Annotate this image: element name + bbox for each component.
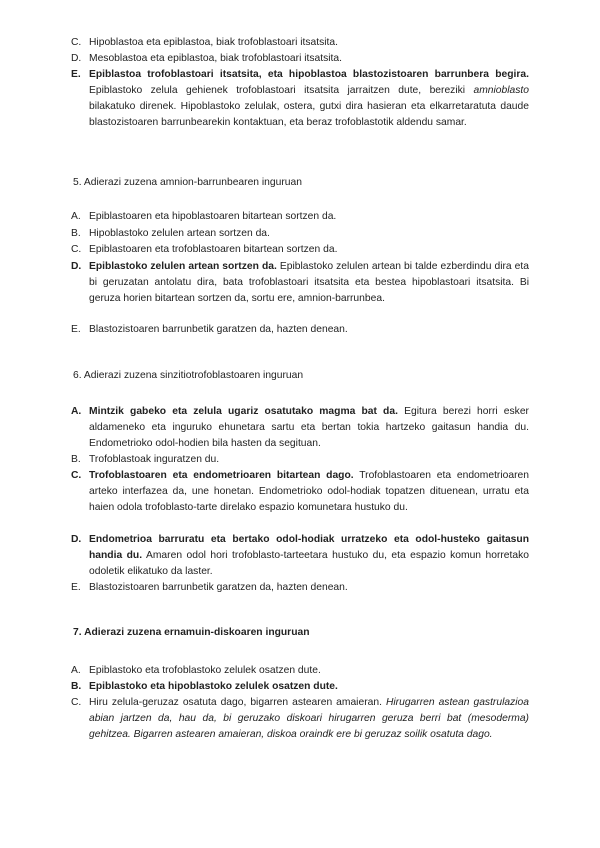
option-letter: C. bbox=[71, 244, 82, 255]
option-text: Blastozistoaren barrunbetik garatzen da, hazten denean. bbox=[89, 324, 348, 335]
question-6-title: 6. Adierazi zuzena sinzitiotrofoblastoaren inguruan bbox=[73, 370, 304, 381]
option-6d-correct bbox=[71, 532, 529, 580]
explanation-text: Trofoblastoaren eta endometrioaren arteko interfazea da, une honetan. Endometrioko odol-hodiak topatzen dituenean, urratu eta haien odola trofoblasto-tarte direlako espazio komunetara hustuko du. bbox=[89, 470, 529, 513]
option-5b bbox=[71, 226, 529, 242]
explanation-text: Epiblastoko zelulen artean bi talde ezberdindu dira eta bi geruzatan antolatu dira, bata trofoblastoari itsatsita eta bestea hipoblastoari itsatsita. Bi geruza horien bitartean sortzen da, sortu ere, amnion-barrunbea. bbox=[89, 261, 529, 304]
option-text: Epiblastoaren eta hipoblastoaren bitartean sortzen da. bbox=[89, 211, 337, 222]
option-letter: C. bbox=[71, 697, 82, 708]
option-letter: E. bbox=[71, 324, 81, 335]
option-6a-correct bbox=[71, 404, 529, 452]
option-6b bbox=[71, 452, 529, 468]
option-text: Hipoblastoko zelulen artean sortzen da. bbox=[89, 228, 270, 239]
option-6e bbox=[71, 580, 529, 596]
option-letter: B. bbox=[71, 228, 81, 239]
option-letter: A. bbox=[71, 665, 81, 676]
option-7b-correct bbox=[71, 679, 529, 695]
option-text: Epiblastoaren eta trofoblastoaren bitartean sortzen da. bbox=[89, 244, 338, 255]
correct-answer-text: Trofoblastoaren eta endometrioaren bitartean dago. bbox=[89, 470, 354, 481]
explanation-italic: amnioblasto bbox=[473, 85, 529, 96]
option-5c bbox=[71, 242, 529, 258]
option-letter: A. bbox=[71, 211, 81, 222]
option-letter: D. bbox=[71, 534, 82, 545]
correct-answer-text: Mintzik gabeko eta zelula ugariz osatutako magma bat da. bbox=[89, 406, 398, 417]
question-7-title: 7. Adierazi zuzena ernamuin-diskoaren inguruan bbox=[73, 627, 310, 638]
explanation-text: Epiblastoko zelula gehienek trofoblastoari itsatsita jarraitzen dute, bereziki bbox=[89, 85, 474, 96]
question-5-title: 5. Adierazi zuzena amnion-barrunbearen inguruan bbox=[73, 177, 302, 188]
option-letter: E. bbox=[71, 69, 81, 80]
option-text: Hiru zelula-geruzaz osatuta dago, bigarren astearen amaieran. bbox=[89, 697, 386, 708]
option-text: Hipoblastoa eta epiblastoa, biak trofoblastoari itsatsita. bbox=[89, 37, 338, 48]
explanation-text: Egitura berezi horri esker aldameneko eta inguruko ehunetara sartu eta bertan tokia hartzeko gaitasun handia du. Endometrioko odol-hodien bila hasten da segituan. bbox=[89, 406, 529, 449]
correct-answer-text: Epiblastoko zelulen artean sortzen da. bbox=[89, 261, 277, 272]
option-5d-correct bbox=[71, 259, 529, 307]
option-4c bbox=[71, 35, 529, 51]
option-4e-correct bbox=[71, 67, 529, 131]
option-letter: E. bbox=[71, 582, 81, 593]
option-7c bbox=[71, 695, 529, 743]
option-7a bbox=[71, 663, 529, 679]
option-text: Mesoblastoa eta epiblastoa, biak trofoblastoari itsatsita. bbox=[89, 53, 342, 64]
correct-answer-text: Epiblastoa trofoblastoari itsatsita, eta hipoblastoa blastozistoaren barrunbera begira. bbox=[89, 69, 529, 80]
option-letter: D. bbox=[71, 261, 82, 272]
correct-answer-text: Epiblastoko eta hipoblastoko zelulek osatzen dute. bbox=[89, 681, 338, 692]
option-4d bbox=[71, 51, 529, 67]
correct-answer-text: Endometrioa barruratu eta bertako odol-hodiak urratzeko eta odol-husteko gaitasun handia du. bbox=[89, 534, 529, 561]
option-letter: C. bbox=[71, 470, 82, 481]
explanation-text: bilakatuko direnek. Hipoblastoko zelulak, ostera, gutxi dira hasieran eta elkarretaratuta daude blastozistoaren barrunbearekin kontaktuan, eta beraz trofoblastotik aldendu samar. bbox=[89, 101, 529, 128]
explanation-text: Amaren odol hori trofoblasto-tarteetara hustuko du, eta espazio komun horretako odoletik elikatuko da laster. bbox=[89, 550, 529, 577]
option-letter: B. bbox=[71, 454, 81, 465]
option-letter: A. bbox=[71, 406, 82, 417]
explanation-italic: Hirugarren astean gastrulazioa abian jartzen da, hau da, bi geruzako diskoari hirugarren geruza berri bat (mesoderma) gehitzea. Bigarren astearen amaieran, diskoa oraindk ere bi geruzaz soilik osatuta dago. bbox=[89, 697, 529, 740]
option-6c-correct bbox=[71, 468, 529, 516]
option-text: Trofoblastoak inguratzen du. bbox=[89, 454, 220, 465]
option-letter: B. bbox=[71, 681, 82, 692]
option-5e bbox=[71, 322, 529, 338]
option-letter: C. bbox=[71, 37, 82, 48]
option-5a bbox=[71, 209, 529, 225]
option-letter: D. bbox=[71, 53, 82, 64]
option-text: Blastozistoaren barrunbetik garatzen da, hazten denean. bbox=[89, 582, 348, 593]
option-text: Epiblastoko eta trofoblastoko zelulek osatzen dute. bbox=[89, 665, 321, 676]
